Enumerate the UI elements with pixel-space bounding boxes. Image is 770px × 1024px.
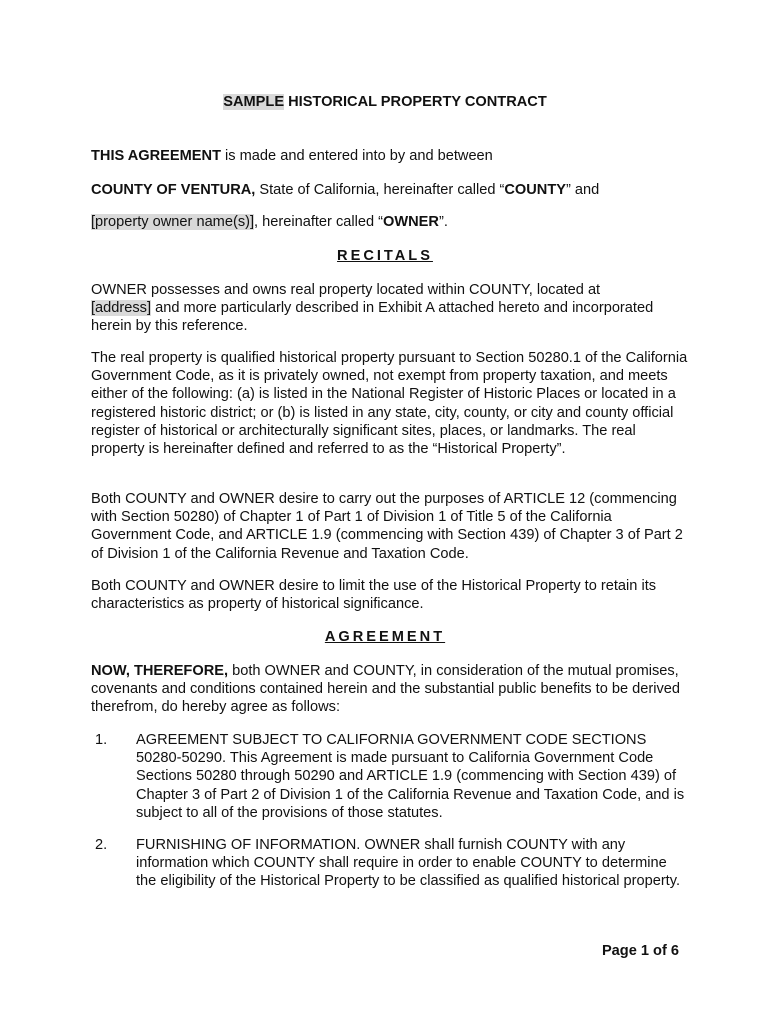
sample-highlight: SAMPLE [223, 94, 285, 110]
recitals-p4-text: Both COUNTY and OWNER desire to limit the use of the Historical Property to retain its characteristics as property of historical significance. [91, 578, 657, 613]
agreement-intro-text: both OWNER and COUNTY, in consideration of the mutual promises, covenants and conditions contained herein and the substantial public benefits to be derived therefrom, do hereby agree as follows: [91, 663, 681, 716]
address-field: [address] [91, 300, 152, 317]
title-text: HISTORICAL PROPERTY CONTRACT [284, 94, 547, 110]
recitals-paragraph-2 [91, 349, 691, 458]
item-text: AGREEMENT SUBJECT TO CALIFORNIA GOVERNMENT CODE SECTIONS 50280-50290. This Agreement is made pursuant to California Government Code Sections 50280 through 50290 and ARTICLE 1.9 (commencing with Section 439) of Chapter 3 of Part 2 of Division 1 of the California Revenue and Taxation Code, and is subject to all of the provisions of those statutes. [136, 732, 685, 821]
agreement-heading: AGREEMENT [324, 629, 446, 645]
now-therefore-bold: NOW, THEREFORE, [91, 663, 229, 679]
intro-line-3-end: ”. [438, 214, 448, 230]
intro-line-2-end: ” and [566, 182, 600, 198]
agreement-intro [91, 662, 691, 717]
recitals-p2-text: The real property is qualified historical property pursuant to Section 50280.1 of the California Government Code, as it is privately owned, not exempt from property taxation, and meets either of the following: (a) is listed in the National Register of Historic Places or located in a registered historic district; or (b) is listed in any state, city, county, or city and county official register of historical or architecturally significant sites, places, or landmarks. The real property is hereinafter defined and referred to as the “Historical Property”. [91, 350, 688, 458]
county-bold: COUNTY [504, 182, 566, 198]
recitals-p1-rest: and more particularly described in Exhibit A attached hereto and incorporated herein by this reference. [91, 300, 654, 335]
intro-line-3 [91, 213, 691, 231]
recitals-heading: RECITALS [337, 248, 433, 264]
intro-line-2-text: State of California, hereinafter called “ [255, 182, 505, 198]
item-number: 2. [95, 837, 108, 853]
intro-line-1 [91, 147, 691, 165]
page-number: Page 1 of 6 [601, 943, 679, 959]
recitals-paragraph-1 [91, 281, 691, 336]
intro-line-3-text: , hereinafter called “ [254, 214, 384, 230]
intro-line-1-text: is made and entered into by and between [221, 148, 493, 164]
recitals-p3-text: Both COUNTY and OWNER desire to carry out the purposes of ARTICLE 12 (commencing with Section 50280) of Chapter 1 of Part 1 of Division 1 of Title 5 of the California Government Code, and ARTICLE 1.9 (commencing with Section 439) of Chapter 3 of Part 2 of Division 1 of the California Revenue and Taxation Code. [91, 491, 683, 562]
item-number: 1. [95, 732, 108, 748]
recitals-paragraph-4 [91, 577, 691, 613]
owner-bold: OWNER [383, 214, 439, 230]
this-agreement-bold: THIS AGREEMENT [91, 148, 221, 164]
intro-line-2 [91, 181, 691, 199]
recitals-paragraph-3 [91, 490, 691, 563]
recitals-p1-start: OWNER possesses and owns real property located within COUNTY, located at [91, 282, 601, 298]
item-text: FURNISHING OF INFORMATION. OWNER shall furnish COUNTY with any information which COUNTY shall require in order to enable COUNTY to determine the eligibility of the Historical Property to be classified as qualified historical property. [136, 837, 681, 890]
county-of-ventura-bold: COUNTY OF VENTURA, [91, 182, 256, 198]
page-title [0, 93, 770, 111]
owner-name-field: [property owner name(s)] [91, 214, 255, 230]
